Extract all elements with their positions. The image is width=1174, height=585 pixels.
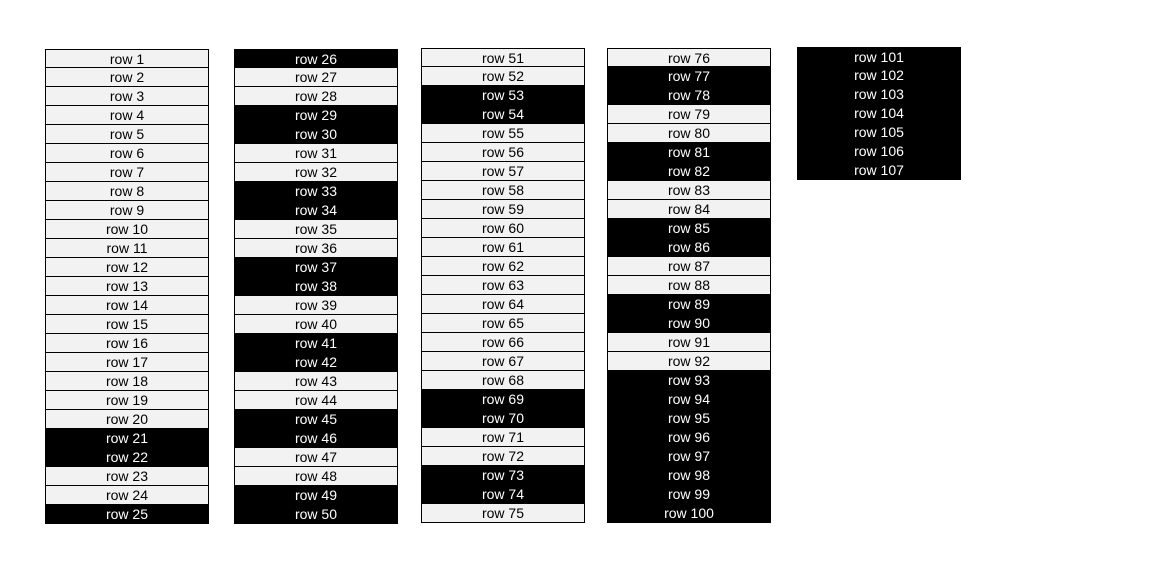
row-cell: row 92 [607,352,771,371]
row-cell: row 98 [607,466,771,485]
row-cell: row 60 [421,219,585,238]
row-cell: row 53 [421,86,585,105]
row-cell: row 107 [797,161,961,180]
row-cell: row 59 [421,200,585,219]
row-cell: row 42 [234,353,398,372]
row-cell: row 94 [607,390,771,409]
row-cell: row 17 [45,353,209,372]
row-cell: row 99 [607,485,771,504]
row-cell: row 89 [607,295,771,314]
row-cell: row 27 [234,68,398,87]
row-cell: row 22 [45,448,209,467]
row-cell: row 83 [607,181,771,200]
row-cell: row 2 [45,68,209,87]
row-cell: row 73 [421,466,585,485]
row-cell: row 28 [234,87,398,106]
row-cell: row 51 [421,48,585,67]
row-cell: row 100 [607,504,771,523]
row-cell: row 48 [234,467,398,486]
row-cell: row 88 [607,276,771,295]
row-cell: row 102 [797,66,961,85]
row-cell: row 66 [421,333,585,352]
row-cell: row 19 [45,391,209,410]
row-cell: row 95 [607,409,771,428]
row-cell: row 23 [45,467,209,486]
row-cell: row 3 [45,87,209,106]
row-cell: row 68 [421,371,585,390]
row-cell: row 6 [45,144,209,163]
row-cell: row 20 [45,410,209,429]
row-cell: row 65 [421,314,585,333]
row-cell: row 12 [45,258,209,277]
row-cell: row 77 [607,67,771,86]
row-column-5 [797,47,961,180]
row-cell: row 84 [607,200,771,219]
row-cell: row 33 [234,182,398,201]
row-cell: row 87 [607,257,771,276]
row-cell: row 75 [421,504,585,523]
row-cell: row 63 [421,276,585,295]
row-cell: row 38 [234,277,398,296]
row-cell: row 4 [45,106,209,125]
row-column-4 [607,48,771,523]
row-cell: row 39 [234,296,398,315]
row-cell: row 76 [607,48,771,67]
row-cell: row 44 [234,391,398,410]
row-cell: row 86 [607,238,771,257]
row-cell: row 57 [421,162,585,181]
row-cell: row 78 [607,86,771,105]
row-cell: row 70 [421,409,585,428]
row-cell: row 81 [607,143,771,162]
row-cell: row 9 [45,201,209,220]
row-cell: row 72 [421,447,585,466]
row-cell: row 14 [45,296,209,315]
row-cell: row 64 [421,295,585,314]
row-cell: row 91 [607,333,771,352]
row-cell: row 8 [45,182,209,201]
row-cell: row 5 [45,125,209,144]
row-cell: row 106 [797,142,961,161]
row-cell: row 13 [45,277,209,296]
row-cell: row 54 [421,105,585,124]
row-column-3 [421,48,585,523]
row-cell: row 7 [45,163,209,182]
row-cell: row 10 [45,220,209,239]
row-cell: row 50 [234,505,398,524]
row-cell: row 69 [421,390,585,409]
row-cell: row 74 [421,485,585,504]
row-cell: row 93 [607,371,771,390]
row-cell: row 45 [234,410,398,429]
row-cell: row 90 [607,314,771,333]
row-cell: row 43 [234,372,398,391]
row-cell: row 40 [234,315,398,334]
row-cell: row 15 [45,315,209,334]
row-cell: row 103 [797,85,961,104]
row-cell: row 35 [234,220,398,239]
row-cell: row 25 [45,505,209,524]
row-cell: row 16 [45,334,209,353]
row-cell: row 46 [234,429,398,448]
row-cell: row 56 [421,143,585,162]
row-cell: row 80 [607,124,771,143]
row-cell: row 79 [607,105,771,124]
row-cell: row 97 [607,447,771,466]
row-cell: row 104 [797,104,961,123]
row-cell: row 32 [234,163,398,182]
row-cell: row 29 [234,106,398,125]
row-cell: row 82 [607,162,771,181]
row-cell: row 67 [421,352,585,371]
row-cell: row 52 [421,67,585,86]
row-cell: row 105 [797,123,961,142]
row-cell: row 18 [45,372,209,391]
row-cell: row 21 [45,429,209,448]
row-cell: row 101 [797,47,961,66]
row-cell: row 34 [234,201,398,220]
row-column-2 [234,49,398,524]
row-cell: row 37 [234,258,398,277]
row-cell: row 85 [607,219,771,238]
row-cell: row 24 [45,486,209,505]
row-cell: row 62 [421,257,585,276]
row-cell: row 47 [234,448,398,467]
row-cell: row 41 [234,334,398,353]
row-column-1 [45,49,209,524]
row-cell: row 61 [421,238,585,257]
row-cell: row 96 [607,428,771,447]
row-cell: row 55 [421,124,585,143]
row-cell: row 11 [45,239,209,258]
row-cell: row 26 [234,49,398,68]
row-cell: row 58 [421,181,585,200]
row-cell: row 36 [234,239,398,258]
row-cell: row 71 [421,428,585,447]
row-cell: row 31 [234,144,398,163]
row-cell: row 30 [234,125,398,144]
row-cell: row 1 [45,49,209,68]
row-cell: row 49 [234,486,398,505]
